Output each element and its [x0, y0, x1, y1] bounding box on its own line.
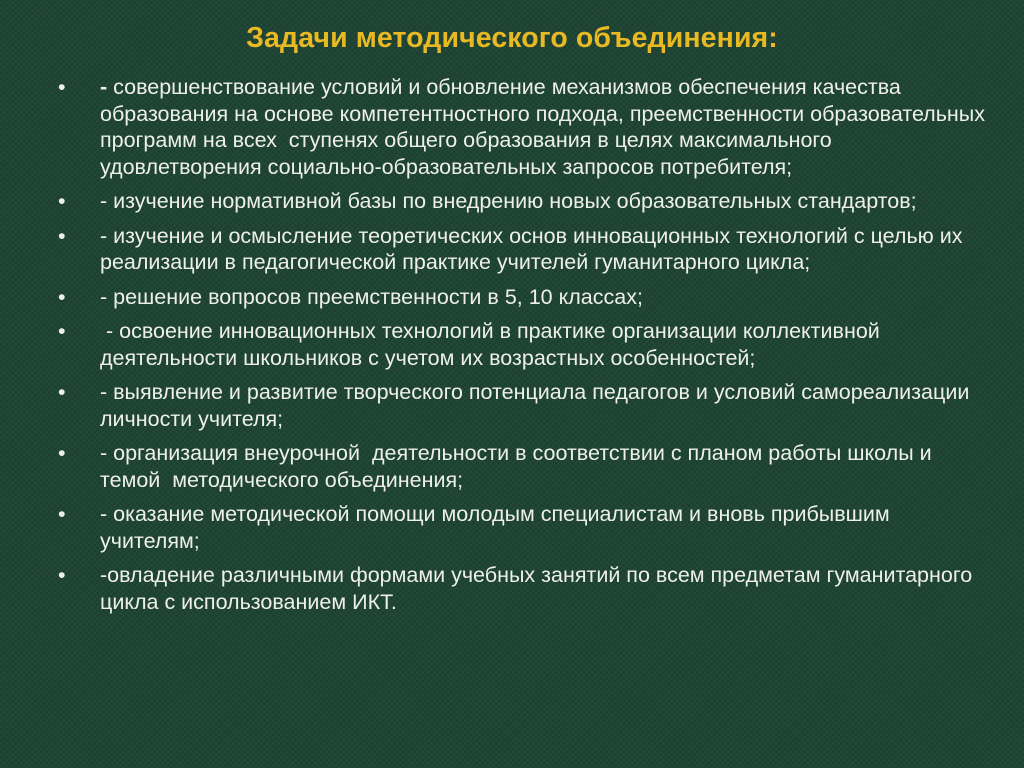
bullet-icon: • [58, 319, 66, 343]
item-text: -овладение различными формами учебных занятий по всем предметам гуманитарного цикла с использованием ИКТ. [100, 563, 979, 614]
item-text: - оказание методической помощи молодым специалистам и вновь прибывшим учителям; [100, 502, 896, 553]
bullet-icon: • [58, 441, 66, 465]
item-text: - изучение и осмысление теоретических основ инновационных технологий с целью их реализации в педагогической практике учителей гуманитарного цикла; [100, 223, 969, 274]
item-text: - выявление и развитие творческого потенциала педагогов и условий самореализации личности учителя; [100, 380, 976, 431]
item-text: - организация внеурочной деятельности в соответствии с планом работы школы и темой методического объединения; [100, 441, 938, 492]
item-text: - изучение нормативной базы по внедрению новых образовательных стандартов; [100, 189, 917, 213]
list-item [58, 318, 988, 371]
bullet-icon: • [58, 75, 66, 99]
item-dash: - [100, 75, 114, 99]
list-item [58, 501, 988, 554]
task-list [58, 74, 991, 623]
bullet-icon: • [58, 223, 66, 248]
list-item [58, 379, 988, 432]
list-item [58, 284, 988, 311]
bullet-icon: • [58, 563, 66, 587]
bullet-icon: • [58, 502, 66, 526]
item-text: - решение вопросов преемственности в 5, 10 классах; [100, 284, 643, 309]
list-item [58, 188, 988, 215]
slide-title: Задачи методического объединения: [246, 22, 778, 54]
bullet-icon: • [58, 380, 66, 404]
list-item [58, 440, 988, 493]
list-item [58, 74, 991, 180]
list-item [58, 223, 988, 276]
item-text: - освоение инновационных технологий в практике организации коллективной деятельности школьников с учетом их возрастных особенностей; [100, 319, 886, 370]
bullet-icon: • [58, 284, 66, 309]
item-text: совершенствование условий и обновление механизмов обеспечения качества образования на основе компетентностного подхода, преемственности образовательных программ на всех ступенях общего образования в целях максимального удовлетворения социально-образовательных запросов потребителя; [100, 75, 991, 179]
bullet-icon: • [58, 189, 66, 213]
list-item [58, 562, 988, 615]
